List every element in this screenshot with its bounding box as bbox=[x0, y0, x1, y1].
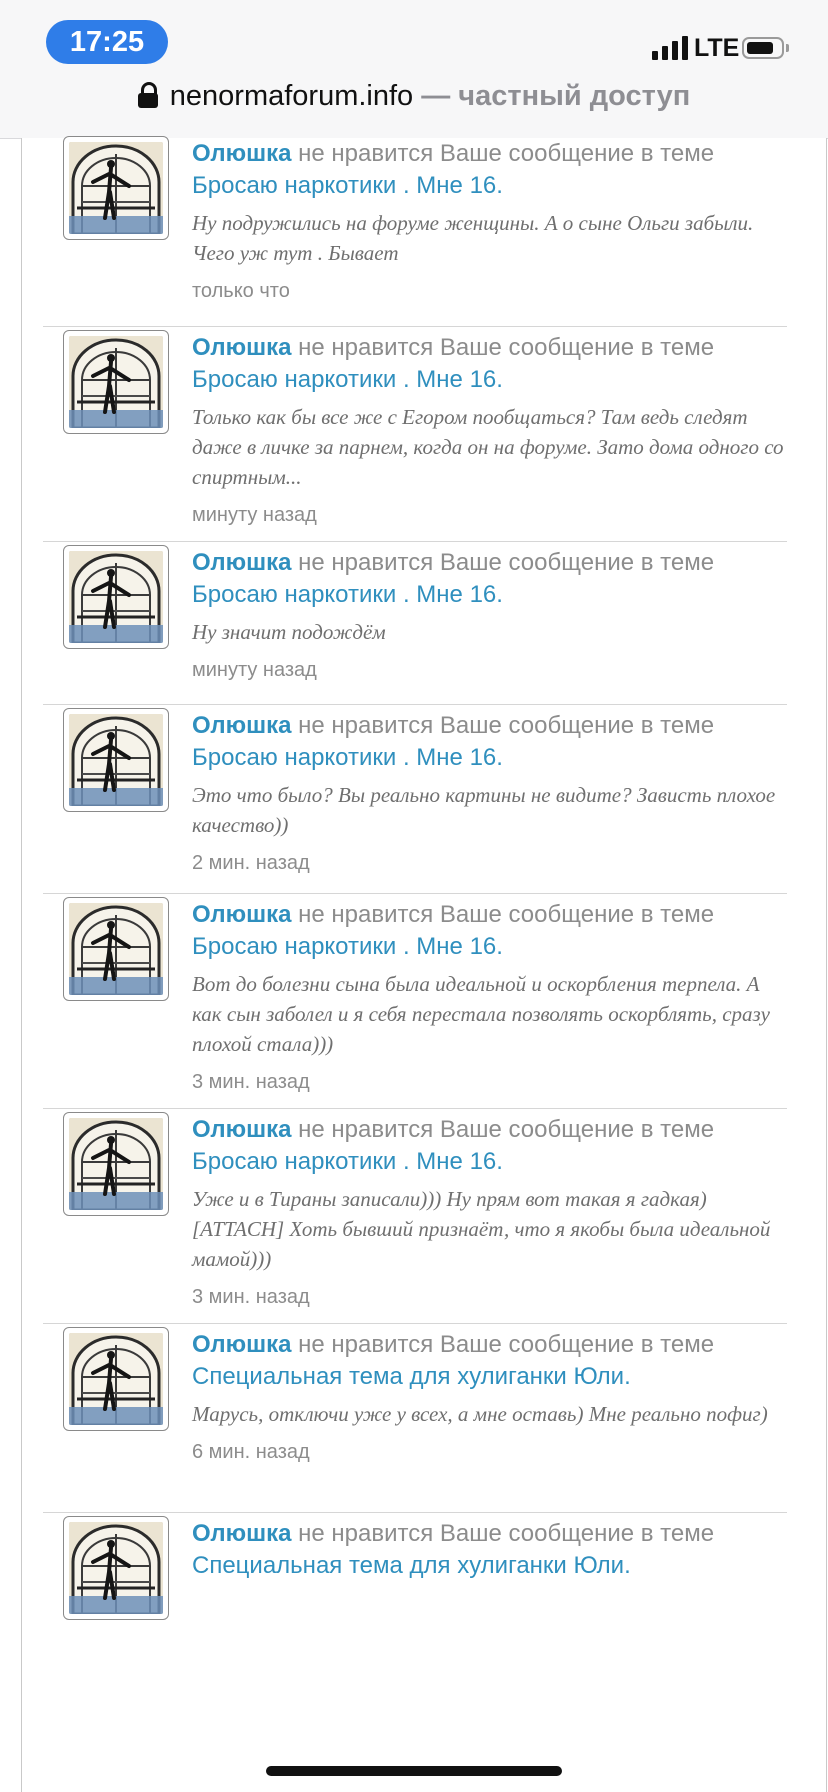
post-excerpt: Только как бы все же с Егором пообщаться? Там ведь следят даже в личке за парнем, когда он на форуме. Зато дома одного со спиртным... bbox=[192, 405, 784, 489]
alert-divider bbox=[43, 1108, 787, 1109]
post-excerpt: Ну значит подождём bbox=[192, 620, 386, 644]
alert-action-text: не нравится Ваше сообщение в теме bbox=[298, 334, 715, 361]
alert-timestamp: 2 мин. назад bbox=[192, 852, 310, 874]
avatar-photo bbox=[69, 1333, 163, 1425]
username-link[interactable]: Олюшка bbox=[192, 712, 292, 739]
alert-body bbox=[192, 710, 792, 876]
alert-headline bbox=[192, 332, 792, 396]
status-bar bbox=[0, 0, 828, 139]
alert-action-text: не нравится Ваше сообщение в теме bbox=[298, 1116, 715, 1143]
address-bar[interactable] bbox=[0, 74, 828, 118]
alert-headline bbox=[192, 138, 792, 202]
username-link[interactable]: Олюшка bbox=[192, 1520, 292, 1547]
alert-body bbox=[192, 1114, 792, 1310]
avatar-photo bbox=[69, 714, 163, 806]
thread-link[interactable]: Бросаю наркотики . Мне 16. bbox=[192, 172, 503, 199]
alert-headline bbox=[192, 547, 792, 611]
alert-divider bbox=[43, 704, 787, 705]
alert-body bbox=[192, 899, 792, 1095]
avatar-photo bbox=[69, 1522, 163, 1614]
alert-timestamp: минуту назад bbox=[192, 659, 317, 681]
alert-divider bbox=[43, 1323, 787, 1324]
post-excerpt: Марусь, отключи уже у всех, а мне оставь) Мне реально пофиг) bbox=[192, 1402, 768, 1426]
alert-divider bbox=[43, 893, 787, 894]
alert-divider bbox=[43, 541, 787, 542]
post-excerpt: Уже и в Тираны записали))) Ну прям вот такая я гадкая)[ATTACH] Хоть бывший признаёт, что я якобы была идеальной мамой))) bbox=[192, 1187, 771, 1271]
alert-headline bbox=[192, 710, 792, 774]
status-time[interactable]: 17:25 bbox=[46, 20, 168, 64]
battery-icon bbox=[742, 37, 784, 59]
lock-icon bbox=[138, 82, 158, 108]
alert-action-text: не нравится Ваше сообщение в теме bbox=[298, 712, 715, 739]
signal-icon bbox=[652, 36, 690, 60]
thread-link[interactable]: Бросаю наркотики . Мне 16. bbox=[192, 933, 503, 960]
alert-headline bbox=[192, 1114, 792, 1178]
alert-timestamp: только что bbox=[192, 280, 290, 302]
thread-link[interactable]: Бросаю наркотики . Мне 16. bbox=[192, 581, 503, 608]
post-excerpt: Вот до болезни сына была идеальной и оскорбления терпела. А как сын заболел и я себя перестала позволять оскорблять, сразу плохой стала))) bbox=[192, 972, 770, 1056]
user-avatar[interactable] bbox=[63, 1112, 169, 1216]
avatar-photo bbox=[69, 551, 163, 643]
avatar-photo bbox=[69, 336, 163, 428]
user-avatar[interactable] bbox=[63, 136, 169, 240]
alert-body bbox=[192, 332, 792, 528]
avatar-photo bbox=[69, 903, 163, 995]
thread-link[interactable]: Специальная тема для хулиганки Юли. bbox=[192, 1552, 631, 1579]
page-content bbox=[21, 138, 827, 1792]
alert-action-text: не нравится Ваше сообщение в теме bbox=[298, 549, 715, 576]
user-avatar[interactable] bbox=[63, 1327, 169, 1431]
alert-timestamp: 3 мин. назад bbox=[192, 1071, 310, 1093]
user-avatar[interactable] bbox=[63, 708, 169, 812]
alert-headline bbox=[192, 899, 792, 963]
alert-headline bbox=[192, 1518, 792, 1582]
username-link[interactable]: Олюшка bbox=[192, 1116, 292, 1143]
alert-divider bbox=[43, 326, 787, 327]
username-link[interactable]: Олюшка bbox=[192, 1331, 292, 1358]
battery-tip bbox=[786, 44, 789, 52]
alert-timestamp: 3 мин. назад bbox=[192, 1286, 310, 1308]
alert-body bbox=[192, 547, 792, 683]
alert-action-text: не нравится Ваше сообщение в теме bbox=[298, 901, 715, 928]
network-type: LTE bbox=[694, 34, 740, 62]
alert-headline bbox=[192, 1329, 792, 1393]
post-excerpt: Ну подружились на форуме женщины. А о сыне Ольги забыли. Чего уж тут . Бывает bbox=[192, 211, 754, 265]
avatar-photo bbox=[69, 1118, 163, 1210]
username-link[interactable]: Олюшка bbox=[192, 334, 292, 361]
alert-body bbox=[192, 1518, 792, 1582]
username-link[interactable]: Олюшка bbox=[192, 140, 292, 167]
address-private-label: — частный доступ bbox=[421, 80, 691, 112]
post-excerpt: Это что было? Вы реально картины не видите? Зависть плохое качество)) bbox=[192, 783, 776, 837]
thread-link[interactable]: Бросаю наркотики . Мне 16. bbox=[192, 366, 503, 393]
thread-link[interactable]: Бросаю наркотики . Мне 16. bbox=[192, 744, 503, 771]
alert-divider bbox=[43, 1512, 787, 1513]
alert-action-text: не нравится Ваше сообщение в теме bbox=[298, 140, 715, 167]
user-avatar[interactable] bbox=[63, 1516, 169, 1620]
user-avatar[interactable] bbox=[63, 545, 169, 649]
avatar-photo bbox=[69, 142, 163, 234]
thread-link[interactable]: Бросаю наркотики . Мне 16. bbox=[192, 1148, 503, 1175]
user-avatar[interactable] bbox=[63, 897, 169, 1001]
alert-timestamp: минуту назад bbox=[192, 504, 317, 526]
username-link[interactable]: Олюшка bbox=[192, 549, 292, 576]
thread-link[interactable]: Специальная тема для хулиганки Юли. bbox=[192, 1363, 631, 1390]
user-avatar[interactable] bbox=[63, 330, 169, 434]
alert-action-text: не нравится Ваше сообщение в теме bbox=[298, 1520, 715, 1547]
alert-action-text: не нравится Ваше сообщение в теме bbox=[298, 1331, 715, 1358]
username-link[interactable]: Олюшка bbox=[192, 901, 292, 928]
alert-timestamp: 6 мин. назад bbox=[192, 1441, 310, 1463]
alert-body bbox=[192, 1329, 792, 1465]
alert-body bbox=[192, 138, 792, 304]
address-domain: nenormaforum.info bbox=[169, 80, 414, 112]
home-indicator[interactable] bbox=[266, 1766, 562, 1776]
